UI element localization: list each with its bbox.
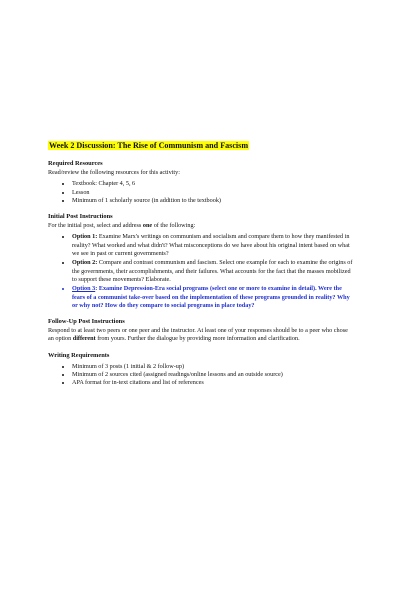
option-1	[72, 233, 354, 258]
page-title: Week 2 Discussion: The Rise of Communism and Fascism	[49, 141, 249, 150]
required-resources-list	[48, 180, 354, 205]
intro-text: For the initial post, select and address	[48, 222, 143, 230]
required-resources-section	[48, 160, 354, 205]
document-page	[48, 138, 354, 396]
list-item: • APA format for in-text citations and list of references	[72, 379, 354, 387]
option-label: Option 1:	[72, 233, 98, 241]
option-text: Examine Marx's writings on communism and socialism and compare them to how they manifested in reality? What worked and what didn't? What misconceptions do we have about his original intent based on what we see in past or current governments?	[72, 233, 350, 258]
writing-requirements-list	[48, 363, 354, 388]
required-resources-intro: Read/review the following resources for this activity:	[48, 169, 180, 176]
option-text: : Examine Depression-Era social programs (select one or more to examine in detail). Were the fears of a communist take-over based on the implementation of these programs grounded in reality? Why or why not? How do they compare to social programs in place today?	[72, 285, 350, 309]
list-item: • Lesson	[72, 189, 354, 197]
option-3	[72, 285, 354, 310]
writing-requirements-heading: Writing Requirements	[48, 351, 110, 359]
follow-up-text-end: from yours. Further the dialogue by providing more information and clarification.	[95, 335, 300, 343]
follow-up-heading: Follow-Up Post Instructions	[48, 318, 125, 326]
initial-post-intro	[48, 222, 354, 230]
follow-up-text	[48, 327, 354, 344]
list-item: • Minimum of 2 sources cited (assigned readings/online lessons and an outside source)	[72, 371, 354, 379]
follow-up-section	[48, 318, 354, 344]
intro-text-end: of the following:	[152, 222, 196, 230]
options-list	[48, 233, 354, 310]
list-item: • Minimum of 1 scholarly source (in addition to the textbook)	[72, 197, 354, 205]
writing-requirements-section	[48, 352, 354, 388]
title-row	[48, 138, 354, 152]
initial-post-section	[48, 213, 354, 310]
required-resources-heading: Required Resources	[48, 160, 103, 167]
option-text: Compare and contrast communism and fascism. Select one example for each to examine the origins of the governments, their accomplishments, and their failures. What accounts for the fact that the masses mobilized to support these movements? Elaborate.	[72, 259, 353, 283]
option-label: Option 3	[72, 285, 96, 293]
intro-emphasis: one	[142, 222, 153, 230]
list-item: • Textbook: Chapter 4, 5, 6	[72, 180, 354, 188]
follow-up-emphasis: different	[72, 335, 96, 343]
initial-post-heading: Initial Post Instructions	[48, 213, 113, 221]
option-2	[72, 259, 354, 284]
follow-up-text-start: Respond to at least two peers or one peer and the instructor. At least one of your responses should be to a peer who chose an option	[48, 327, 348, 343]
list-item: • Minimum of 3 posts (1 initial & 2 follow-up)	[72, 363, 354, 371]
option-label: Option 2:	[72, 259, 98, 267]
